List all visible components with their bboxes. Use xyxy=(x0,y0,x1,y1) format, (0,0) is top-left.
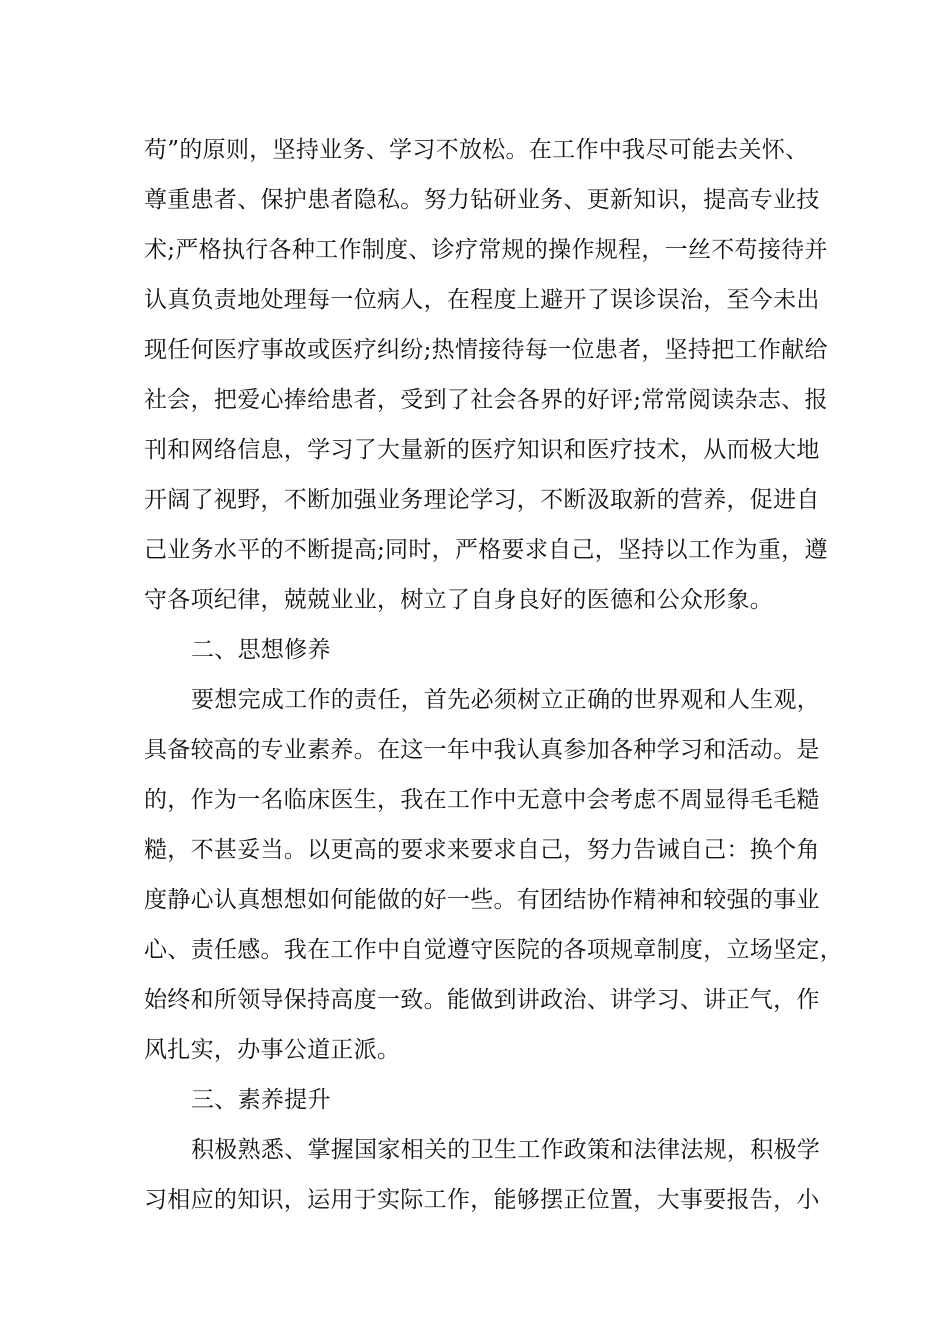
section-heading: 二、思想修养 xyxy=(191,637,331,663)
paragraph-line: 己业务水平的不断提高;同时，严格要求自己，坚持以工作为重，遵 xyxy=(144,537,828,563)
paragraph-line: 具备较高的专业素养。在这一年中我认真参加各种学习和活动。是 xyxy=(144,737,820,763)
paragraph-line: 习相应的知识，运用于实际工作，能够摆正位置，大事要报告，小 xyxy=(144,1187,820,1213)
paragraph-line: 苟”的原则，坚持业务、学习不放松。在工作中我尽可能去关怀、 xyxy=(144,137,809,163)
paragraph-line: 始终和所领导保持高度一致。能做到讲政治、讲学习、讲正气，作 xyxy=(144,987,820,1013)
paragraph-line: 要想完成工作的责任，首先必须树立正确的世界观和人生观， xyxy=(191,687,821,713)
paragraph-line: 现任何医疗事故或医疗纠纷;热情接待每一位患者，坚持把工作献给 xyxy=(144,337,828,363)
paragraph-line: 术;严格执行各种工作制度、诊疗常规的操作规程，一丝不苟接待并 xyxy=(144,237,828,263)
paragraph-line: 糙，不甚妥当。以更高的要求来要求自己，努力告诫自己：换个角 xyxy=(144,837,820,863)
paragraph-line: 的，作为一名临床医生，我在工作中无意中会考虑不周显得毛毛糙 xyxy=(144,787,820,813)
paragraph-line: 尊重患者、保护患者隐私。努力钻研业务、更新知识，提高专业技 xyxy=(144,187,820,213)
paragraph-line: 开阔了视野，不断加强业务理论学习，不断汲取新的营养，促进自 xyxy=(144,487,820,513)
paragraph-line: 心、责任感。我在工作中自觉遵守医院的各项规章制度，立场坚定， xyxy=(144,937,843,963)
section-heading: 三、素养提升 xyxy=(191,1087,331,1113)
paragraph-line: 风扎实，办事公道正派。 xyxy=(144,1037,401,1063)
paragraph-line: 认真负责地处理每一位病人，在程度上避开了误诊误治，至今未出 xyxy=(144,287,820,313)
paragraph-line: 守各项纪律，兢兢业业，树立了自身良好的医德和公众形象。 xyxy=(144,587,774,613)
paragraph-line: 社会，把爱心捧给患者，受到了社会各界的好评;常常阅读杂志、报 xyxy=(144,387,828,413)
paragraph-line: 刊和网络信息，学习了大量新的医疗知识和医疗技术，从而极大地 xyxy=(144,437,820,463)
paragraph-line: 度静心认真想想如何能做的好一些。有团结协作精神和较强的事业 xyxy=(144,887,820,913)
paragraph-line: 积极熟悉、掌握国家相关的卫生工作政策和法律法规，积极学 xyxy=(191,1137,821,1163)
